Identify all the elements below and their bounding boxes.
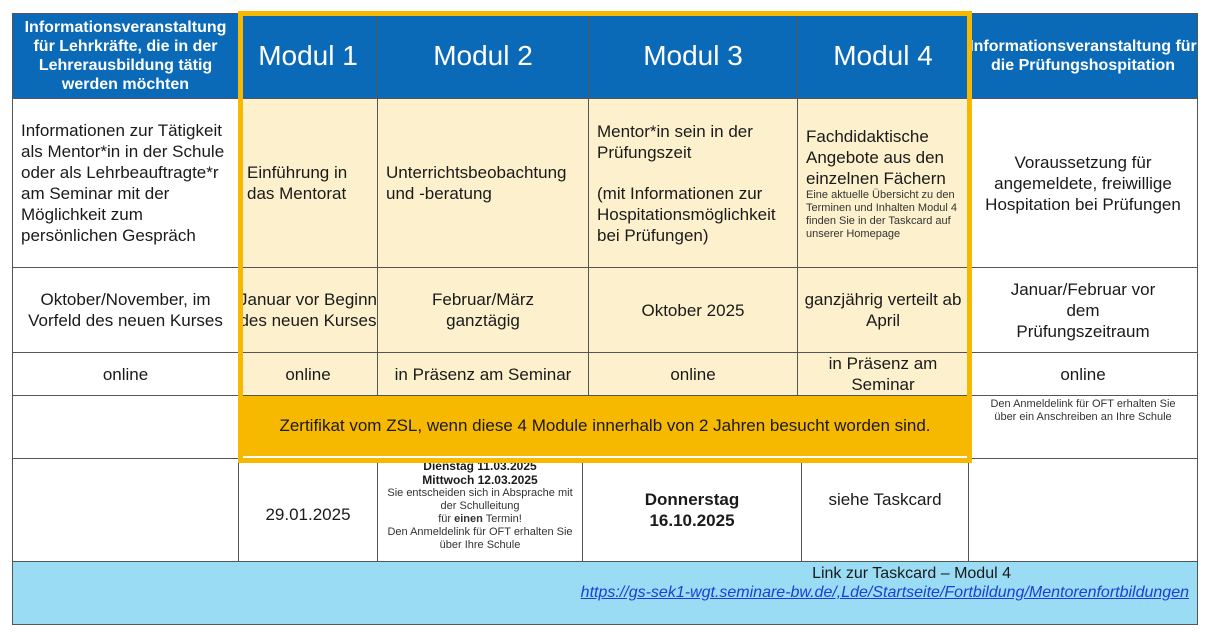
- content-right-text: Voraussetzung für angemeldete, freiwillige Hospitation bei Prüfungen: [985, 152, 1181, 214]
- header-left: [12, 13, 239, 99]
- cert-right-note-text: Den Anmeldelink für OFT erhalten Sie über ein Anschreiben an Ihre Schule: [990, 398, 1176, 423]
- format-m4-text: in Präsenz am Seminar: [828, 354, 938, 394]
- timing-m1-text: Januar vor Beginn des neuen Kurses: [239, 290, 377, 330]
- dates-modul-1: [238, 458, 378, 562]
- modul-3-title: Modul 3: [643, 40, 743, 71]
- modul-4-title: Modul 4: [833, 40, 933, 71]
- dates-m2-line2: Mittwoch 12.03.2025: [422, 473, 538, 487]
- dates-m2-note2-bold: einen: [454, 513, 483, 525]
- dates-left-empty: [12, 458, 239, 562]
- timing-m2-text: Februar/März ganztägig: [431, 290, 535, 330]
- timing-right-text: Januar/Februar vor dem Prüfungszeitraum: [1010, 279, 1156, 341]
- header-modul-4: [797, 13, 969, 99]
- content-left-text: Informationen zur Tätigkeit als Mentor*in in der Schule oder als Lehrbeauftragte*r am Seminar mit der Möglichkeit zum persönlichen Gespräch: [21, 121, 225, 245]
- format-modul-1: [238, 352, 378, 396]
- certificate-text: Zertifikat vom ZSL, wenn diese 4 Module innerhalb von 2 Jahren besucht worden sind.: [279, 416, 931, 435]
- timing-m4-text: ganzjährig verteilt ab April: [804, 290, 962, 330]
- dates-m2-note2-post: Termin!: [482, 513, 522, 525]
- header-modul-3: [588, 13, 798, 99]
- format-m1-text: online: [285, 364, 331, 384]
- content-modul-4: [797, 98, 969, 268]
- format-modul-3: [588, 352, 798, 396]
- dates-m1-text: 29.01.2025: [265, 504, 351, 524]
- taskcard-link[interactable]: https://gs-sek1-wgt.seminare-bw.de/,Lde/Startseite/Fortbildung/Mentorenfortbildungen: [580, 584, 1189, 601]
- timing-modul-4: [797, 267, 969, 353]
- certificate-banner: [238, 396, 972, 456]
- format-modul-2: [377, 352, 589, 396]
- footer-taskcard: [12, 561, 1198, 625]
- cert-right-note: [968, 395, 1198, 459]
- format-m2-text: in Präsenz am Seminar: [394, 364, 572, 384]
- timing-modul-3: [588, 267, 798, 353]
- timing-modul-2: [377, 267, 589, 353]
- format-left-text: online: [102, 364, 149, 384]
- modul-1-title: Modul 1: [258, 40, 358, 71]
- header-left-text: Informationsveranstaltung für Lehrkräfte, die in der Lehrerausbildung tätig werden möchten: [24, 19, 227, 93]
- dates-right-empty: [968, 458, 1198, 562]
- dates-m4-text: siehe Taskcard: [828, 490, 942, 509]
- timing-right: [968, 267, 1198, 353]
- format-left: [12, 352, 239, 396]
- content-m4-small: Eine aktuelle Übersicht zu den Terminen und Inhalten Modul 4 finden Sie in der Taskcard auf unserer Homepage: [806, 188, 958, 240]
- header-modul-2: [377, 13, 589, 99]
- timing-m3-text: Oktober 2025: [641, 300, 745, 320]
- dates-m2-line1: Dienstag 11.03.2025: [423, 459, 537, 473]
- timing-left: [12, 267, 239, 353]
- header-modul-1: [238, 13, 378, 99]
- format-modul-4: [797, 352, 969, 396]
- dates-m2-note3: Den Anmeldelink für OFT erhalten Sie über Ihre Schule: [387, 526, 573, 551]
- header-right: [968, 13, 1198, 99]
- dates-m3-line2: 16.10.2025: [649, 511, 735, 530]
- dates-modul-2: [377, 458, 583, 562]
- content-m4-main: Fachdidaktische Angebote aus den einzelnen Fächern: [806, 126, 946, 188]
- format-right-text: online: [1060, 364, 1106, 384]
- content-m1-text: Einführung in das Mentorat: [247, 163, 348, 203]
- dates-modul-4: [801, 458, 969, 562]
- dates-m3-line1: Donnerstag: [644, 490, 740, 509]
- footer-title: Link zur Taskcard – Modul 4: [812, 565, 1011, 582]
- content-left: [12, 98, 239, 268]
- dates-m2-note1: Sie entscheiden sich in Absprache mit der Schulleitung: [387, 487, 573, 512]
- content-right: [968, 98, 1198, 268]
- content-m2-text: Unterrichtsbeobachtung und -beratung: [386, 163, 567, 203]
- timing-left-text: Oktober/November, im Vorfeld des neuen Kurses: [28, 290, 223, 330]
- modul-2-title: Modul 2: [433, 40, 533, 71]
- dates-m2-note2: [378, 513, 582, 526]
- content-modul-1: [238, 98, 378, 268]
- dates-m2-note2-pre: für: [438, 513, 455, 525]
- timing-modul-1: [238, 267, 378, 353]
- header-right-text: Informationsveranstaltung für die Prüfungshospitation: [969, 38, 1197, 74]
- content-modul-3: [588, 98, 798, 268]
- format-right: [968, 352, 1198, 396]
- format-m3-text: online: [670, 364, 716, 384]
- content-m3-line2: (mit Informationen zur Hospitationsmöglichkeit bei Prüfungen): [597, 183, 776, 245]
- content-modul-2: [377, 98, 589, 268]
- dates-modul-3: [582, 458, 802, 562]
- content-m3-line1: Mentor*in sein in der Prüfungszeit: [597, 121, 753, 162]
- cert-left-empty: [12, 395, 239, 459]
